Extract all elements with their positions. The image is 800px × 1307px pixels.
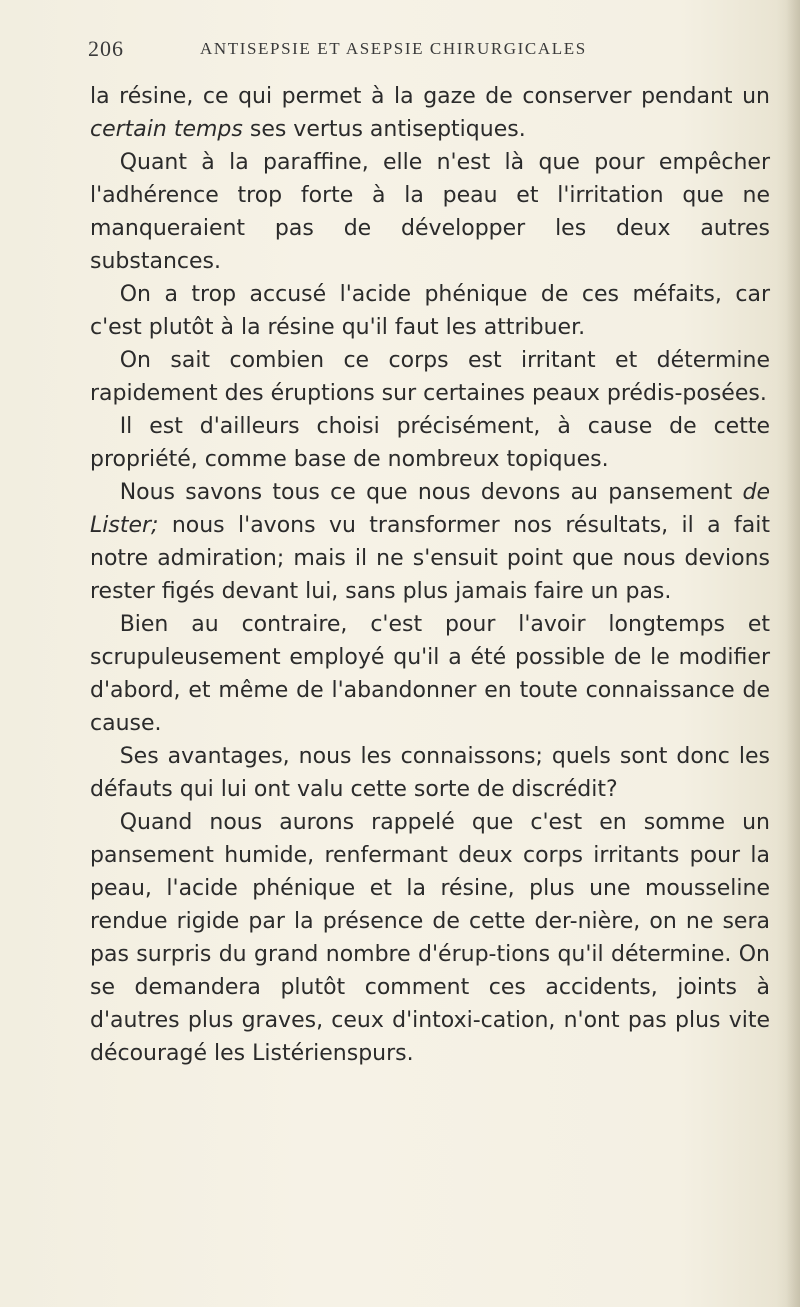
running-head <box>88 36 778 66</box>
paragraph-4: On sait combien ce corps est irritant et détermine rapidement des éruptions sur certaines peaux prédis-posées. <box>90 348 770 406</box>
paragraph-1 <box>90 80 770 146</box>
running-title: ANTISEPSIE ET ASEPSIE CHIRURGICALES <box>200 39 587 58</box>
paragraph-6-pre: Nous savons tous ce que nous devons au pansement <box>119 480 743 505</box>
paragraph-1-post: ses vertus antiseptiques. <box>242 117 526 142</box>
paragraph-8: Ses avantages, nous les connaissons; quels sont donc les défauts qui lui ont valu cette sorte de discrédit? <box>90 744 770 802</box>
paragraph-1-italic: certain temps <box>90 117 243 142</box>
paragraph-7: Bien au contraire, c'est pour l'avoir longtemps et scrupuleusement employé qu'il a été possible de le modifier d'abord, et même de l'abandonner en toute connaissance de cause. <box>90 612 770 736</box>
paragraph-2: Quant à la paraffine, elle n'est là que pour empêcher l'adhérence trop forte à la peau et l'irritation que ne manqueraient pas de développer les deux autres substances. <box>90 150 770 274</box>
page-number: 206 <box>88 36 124 61</box>
paragraph-3: On a trop accusé l'acide phénique de ces méfaits, car c'est plutôt à la résine qu'il faut les attribuer. <box>90 282 770 340</box>
paragraph-6-italic: de Lister; <box>90 480 770 538</box>
page-edge-shadow <box>786 0 800 1307</box>
paragraph-6-post: nous l'avons vu transformer nos résultats, il a fait notre admiration; mais il ne s'ensuit point que nous devions rester figés devant lui, sans plus jamais faire un pas. <box>90 513 770 604</box>
paragraph-9: Quand nous aurons rappelé que c'est en somme un pansement humide, renfermant deux corps irritants pour la peau, l'acide phénique et la résine, plus une mousseline rendue rigide par la présence de cette der-nière, on ne sera pas surpris du grand nombre d'érup-tions qu'il détermine. On se demandera plutôt comment ces accidents, joints à d'autres plus graves, ceux d'intoxi-cation, n'ont pas plus vite découragé les Listérienspurs. <box>90 810 770 1066</box>
paragraph-5: Il est d'ailleurs choisi précisément, à cause de cette propriété, comme base de nombreux topiques. <box>90 414 770 472</box>
paragraph-1-pre: la résine, ce qui permet à la gaze de conserver pendant un <box>90 84 770 109</box>
paragraph-6 <box>90 476 770 608</box>
body-text <box>90 80 770 1070</box>
